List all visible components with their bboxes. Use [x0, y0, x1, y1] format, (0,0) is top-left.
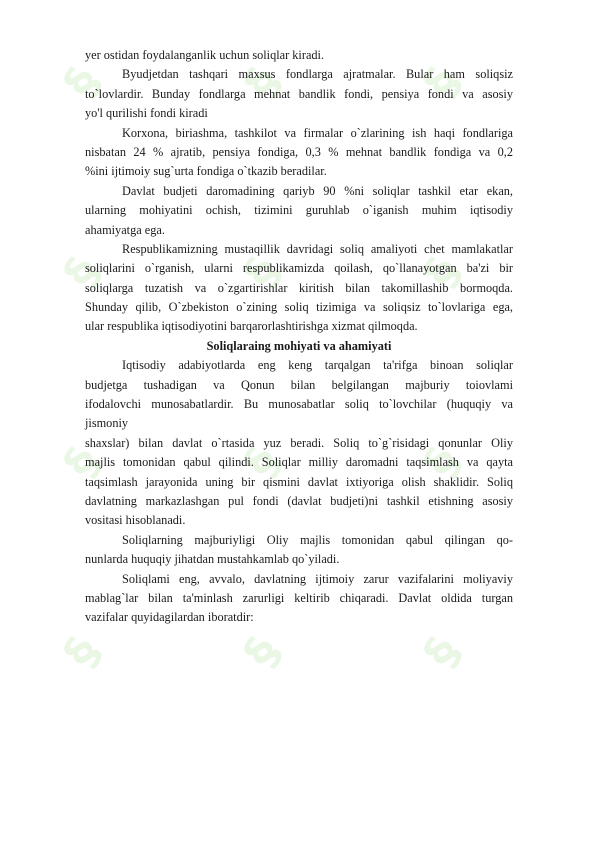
text-line: Respublikamizning mustaqillik davridagi soliq amaliyoti chet mamlakatlar — [122, 241, 513, 256]
text-line: Iqtisodiy adabiyotlarda eng keng tarqalgan ta'rifga binoan soliqlar — [122, 358, 513, 373]
text-line: soliqlarga tuzatish va o`zgartirishlar kiritish bilan takomillashib bormoqda. — [85, 280, 513, 295]
paragraph — [85, 531, 513, 570]
text-line: ularning mohiyatini ochish, tizimini guruhlab o`iganish muhim iqtisodiy — [85, 203, 513, 218]
paragraph — [85, 182, 513, 240]
document-body — [85, 46, 513, 628]
text-line: Soliqlami eng, avvalo, davlatning ijtimoiy zarur vazifalarini moliyaviy — [122, 571, 513, 586]
text-line: vositasi hisoblanadi. — [85, 513, 186, 528]
section-heading: Soliqlaraing mohiyati va ahamiyati — [206, 338, 392, 353]
watermark-mark: § — [412, 438, 472, 486]
paragraph — [85, 46, 513, 65]
paragraph — [85, 434, 513, 531]
paragraph-group-1 — [85, 46, 513, 337]
text-line: majlis tomonidan qabul qilindi. Soliqlar milliy daromadni taqsimlash va qayta — [85, 455, 513, 470]
text-line: budjetga tushadigan va Qonun bilan belgilangan majburiy toiovlami — [85, 377, 513, 392]
text-line: yer ostidan foydalanganlik uchun soliqlar kiradi. — [85, 48, 325, 62]
watermark-mark: § — [232, 628, 292, 676]
watermark-mark: § — [412, 628, 472, 676]
text-line: jismoniy — [85, 416, 129, 431]
watermark-mark: § — [232, 58, 292, 106]
text-line: yo'l qurilishi fondi kiradi — [85, 106, 208, 121]
paragraph-group-2 — [85, 356, 513, 627]
paragraph — [85, 240, 513, 337]
text-line: Davlat budjeti daromadining qariyb 90 %ni soliqlar tashkil etar ekan, — [122, 183, 513, 198]
text-line: %ini ijtimoiy sug`urta fondiga o`tkazib beradilar. — [85, 164, 327, 179]
text-line: ifodalovchi munosabatlardir. Bu munosabatlar soliq to`lovchilar (huquqiy va — [85, 397, 513, 412]
text-line: ahamiyatga ega. — [85, 222, 165, 237]
watermark-mark: § — [412, 58, 472, 106]
text-line: vazifalar quyidagilardan iboratdir: — [85, 610, 254, 625]
paragraph — [85, 124, 513, 182]
text-line: Soliqlarning majburiyligi Oliy majlis tomonidan qabul qilingan qo- — [122, 532, 513, 547]
text-line: nunlarda huquqiy jihatdan mustahkamlab qo`yiladi. — [85, 552, 340, 567]
paragraph — [85, 65, 513, 123]
text-line: shaxslar) bilan davlat o`rtasida yuz beradi. Soliq to`g`risidagi qonunlar Oliy — [85, 435, 513, 450]
watermark-mark: § — [52, 58, 112, 106]
watermark-mark: § — [52, 628, 112, 676]
watermark-mark: § — [412, 248, 472, 296]
text-line: to`lovlardir. Bunday fondlarga mehnat bandlik fondi, pensiya fondi va asosiy — [85, 86, 513, 101]
paragraph — [85, 570, 513, 628]
watermark-mark: § — [52, 438, 112, 486]
text-line: davlatning markazlashgan pul fondi (davlat budjeti)ni tashkil etishning asosiy — [85, 493, 513, 508]
text-line: soliqlarini o`rganish, ularni respublikamizda qoilash, qo`llanayotgan ba'zi bir — [85, 261, 513, 276]
text-line: Byudjetdan tashqari maxsus fondlarga ajratmalar. Bular ham soliqsiz — [122, 67, 513, 82]
text-line: mablag`lar bilan ta'minlash zarurligi keltirib chiqaradi. Davlat oldida turgan — [85, 590, 513, 605]
text-line: nisbatan 24 % ajratib, pensiya fondiga, 0,3 % mehnat bandlik fondiga va 0,2 — [85, 144, 513, 159]
paragraph — [85, 356, 513, 434]
text-line: Korxona, biriashma, tashkilot va firmalar o`zlarining ish haqi fondlariga — [122, 125, 513, 140]
watermark-mark: § — [232, 438, 292, 486]
text-line: ular respublika iqtisodiyotini barqarorlashtirishga xizmat qilmoqda. — [85, 319, 418, 334]
text-line: Shunday qilib, O`zbekiston o`zining soliq tizimiga va soliqsiz to`lovlariga ega, — [85, 300, 513, 315]
watermark-mark: § — [52, 248, 112, 296]
watermark-mark: § — [232, 248, 292, 296]
text-line: taqsimlash jarayonida uning bir qismini davlat ixtiyoriga olish shaklidir. Soliq — [85, 474, 513, 489]
